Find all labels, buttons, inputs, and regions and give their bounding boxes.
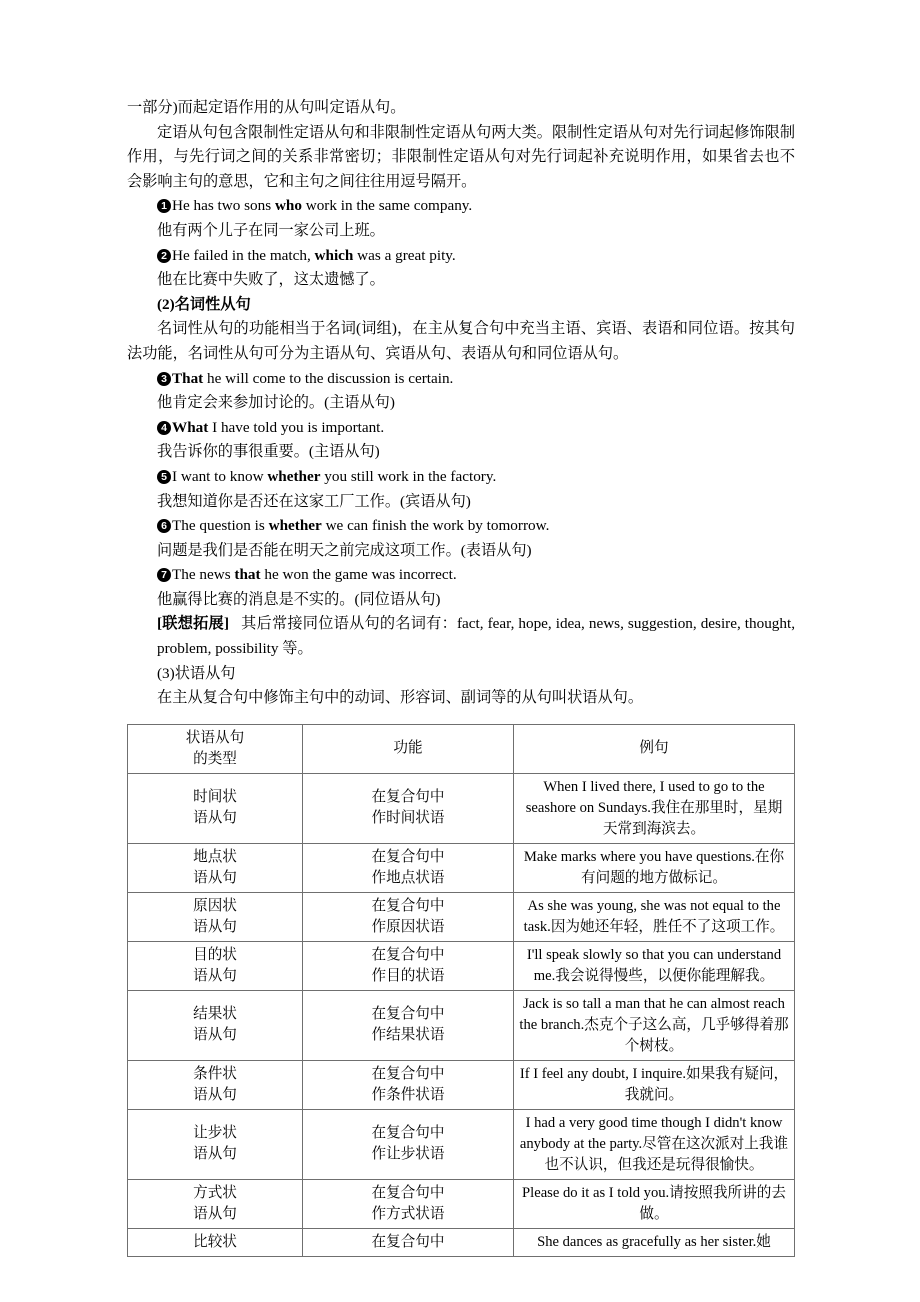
- section-heading-nominal-clause: (2)名词性从句: [157, 295, 251, 313]
- example-translation: 他肯定会来参加讨论的。(主语从句): [157, 394, 395, 412]
- note-paragraph: [127, 612, 795, 661]
- table-row: [128, 990, 795, 1060]
- cell-clause-type-line1: 比较状: [193, 1233, 237, 1250]
- cell-clause-type: [128, 892, 303, 941]
- table-row: [128, 1179, 795, 1228]
- cell-function: [303, 1060, 514, 1109]
- cell-function: [303, 843, 514, 892]
- example-english-keyword: whether: [268, 517, 322, 535]
- note-label: [联想拓展]: [157, 615, 230, 633]
- cell-clause-type-line1: 方式状: [193, 1184, 237, 1201]
- table-row: [128, 1060, 795, 1109]
- example-english-pre: He has two sons: [172, 197, 275, 215]
- cell-clause-type-line1: 地点状: [193, 848, 237, 865]
- cell-clause-type-line2: 语从句: [193, 1205, 237, 1222]
- cell-function: [303, 1228, 514, 1256]
- cell-clause-type-line1: 让步状: [193, 1125, 237, 1142]
- example-english-post: we can finish the work by tomorrow.: [321, 517, 550, 535]
- paragraph-attributive-definition: 定语从句包含限制性定语从句和非限制性定语从句两大类。限制性定语从句对先行词起修饰限制作用，与先行词之间的关系非常密切；非限制性定语从句对先行词起补充说明作用，如果省去也不会影响主句的意思，它和主句之间往往用逗号隔开。: [127, 123, 795, 190]
- example-translation: 问题是我们是否能在明天之前完成这项工作。(表语从句): [157, 541, 532, 559]
- cell-function-line2: 作条件状语: [371, 1086, 445, 1103]
- example-item: [127, 244, 795, 269]
- cell-example: I had a very good time though I didn't know anybody at the party.尽管在这次派对上我谁也不认识，但我还是玩得很愉快。: [514, 1109, 795, 1179]
- cell-clause-type: [128, 990, 303, 1060]
- example-english-post: he will come to the discussion is certain.: [203, 369, 454, 387]
- cell-clause-type: [128, 941, 303, 990]
- cell-clause-type: [128, 773, 303, 843]
- table-row: [128, 941, 795, 990]
- table-header-type-line2: 的类型: [193, 750, 237, 767]
- example-translation: 我想知道你是否还在这家工厂工作。(宾语从句): [157, 492, 471, 510]
- adverbial-clause-table: [127, 724, 795, 1257]
- cell-function: [303, 892, 514, 941]
- example-english-keyword: That: [172, 369, 204, 387]
- example-item: [127, 465, 795, 490]
- example-english-post: you still work in the factory.: [320, 467, 497, 485]
- cell-clause-type: [128, 1109, 303, 1179]
- example-number-badge: 4: [157, 421, 171, 435]
- cell-example: When I lived there, I used to go to the seashore on Sundays.我住在那里时，星期天常到海滨去。: [514, 773, 795, 843]
- table-row: [128, 892, 795, 941]
- cell-example: Make marks where you have questions.在你有问题的地方做标记。: [514, 843, 795, 892]
- cell-function-line1: 在复合句中: [371, 789, 445, 806]
- cell-example: Please do it as I told you.请按照我所讲的去做。: [514, 1179, 795, 1228]
- cell-clause-type: [128, 1060, 303, 1109]
- cell-function-line1: 在复合句中: [371, 946, 445, 963]
- table-row: [128, 773, 795, 843]
- example-english-keyword: which: [314, 246, 354, 264]
- cell-clause-type-line2: 语从句: [193, 967, 237, 984]
- cell-example: I'll speak slowly so that you can understand me.我会说得慢些，以便你能理解我。: [514, 941, 795, 990]
- example-number-badge: 1: [157, 199, 171, 213]
- example-item: [127, 416, 795, 441]
- cell-function-line1: 在复合句中: [371, 1006, 445, 1023]
- body-text: [127, 96, 795, 711]
- paragraph-nominal-description: 名词性从句的功能相当于名词(词组)，在主从复合句中充当主语、宾语、表语和同位语。按其句法功能，名词性从句可分为主语从句、宾语从句、表语从句和同位语从句。: [127, 320, 795, 362]
- table-row: [128, 1109, 795, 1179]
- cell-clause-type-line2: 语从句: [193, 1027, 237, 1044]
- example-item: [127, 194, 795, 219]
- cell-example: If I feel any doubt, I inquire.如果我有疑问，我就问。: [514, 1060, 795, 1109]
- cell-clause-type: [128, 1179, 303, 1228]
- example-translation: 他赢得比赛的消息是不实的。(同位语从句): [157, 590, 441, 608]
- table-header-function: 功能: [303, 724, 514, 773]
- cell-function-line2: 作让步状语: [371, 1146, 445, 1163]
- cell-clause-type-line2: 语从句: [193, 810, 237, 827]
- cell-function: [303, 1109, 514, 1179]
- example-english-post: I have told you is important.: [208, 418, 385, 436]
- paragraph-adverbial-description: 在主从复合句中修饰主句中的动词、形容词、副词等的从句叫状语从句。: [157, 689, 643, 707]
- cell-function: [303, 773, 514, 843]
- table-header-row: [128, 724, 795, 773]
- example-english-pre: The news: [172, 566, 235, 584]
- example-item: [127, 367, 795, 392]
- table-row: [128, 843, 795, 892]
- paragraph-intro-continuation: 一部分)而起定语作用的从句叫定语从句。: [127, 99, 406, 116]
- cell-function-line2: 作目的状语: [371, 967, 445, 984]
- cell-function: [303, 941, 514, 990]
- example-item: [127, 563, 795, 588]
- cell-clause-type-line2: 语从句: [193, 1146, 237, 1163]
- cell-function-line2: 作原因状语: [371, 918, 445, 935]
- cell-clause-type-line1: 目的状: [193, 946, 237, 963]
- example-english-pre: The question is: [172, 517, 269, 535]
- example-number-badge: 7: [157, 568, 171, 582]
- cell-function: [303, 1179, 514, 1228]
- cell-clause-type-line1: 结果状: [193, 1006, 237, 1023]
- cell-function-line2: 作方式状语: [371, 1205, 445, 1222]
- table-header-type-line1: 状语从句: [185, 729, 245, 746]
- example-translation: 我告诉你的事很重要。(主语从句): [157, 443, 380, 461]
- table-header-type: [128, 724, 303, 773]
- example-number-badge: 6: [157, 519, 171, 533]
- example-english-post: he won the game was incorrect.: [260, 566, 457, 584]
- example-translation: 他有两个儿子在同一家公司上班。: [157, 221, 385, 239]
- cell-function-line1: 在复合句中: [371, 1065, 445, 1082]
- example-english-keyword: whether: [267, 467, 321, 485]
- cell-function-line1: 在复合句中: [371, 1184, 445, 1201]
- cell-function-line1: 在复合句中: [371, 1233, 445, 1250]
- example-english-post: was a great pity.: [353, 246, 456, 264]
- example-number-badge: 5: [157, 470, 171, 484]
- cell-clause-type: [128, 1228, 303, 1256]
- example-item: [127, 514, 795, 539]
- example-english-pre: He failed in the match,: [172, 246, 315, 264]
- example-english-keyword: that: [234, 566, 261, 584]
- cell-function: [303, 990, 514, 1060]
- adverbial-clause-table-wrapper: [127, 724, 795, 1257]
- table-header-example: 例句: [514, 724, 795, 773]
- cell-example: As she was young, she was not equal to the task.因为她还年轻，胜任不了这项工作。: [514, 892, 795, 941]
- example-english-pre: I want to know: [172, 467, 268, 485]
- cell-example: Jack is so tall a man that he can almost reach the branch.杰克个子这么高，几乎够得着那个树枝。: [514, 990, 795, 1060]
- cell-clause-type-line1: 条件状: [193, 1065, 237, 1082]
- example-english-keyword: who: [274, 197, 302, 215]
- cell-clause-type-line2: 语从句: [193, 918, 237, 935]
- cell-clause-type-line1: 时间状: [193, 789, 237, 806]
- cell-clause-type-line2: 语从句: [193, 869, 237, 886]
- example-number-badge: 3: [157, 372, 171, 386]
- cell-function-line2: 作结果状语: [371, 1027, 445, 1044]
- example-english-keyword: What: [172, 418, 209, 436]
- section-heading-adverbial-clause: (3)状语从句: [157, 664, 236, 682]
- example-translation: 他在比赛中失败了，这太遗憾了。: [157, 271, 385, 289]
- cell-function-line1: 在复合句中: [371, 897, 445, 914]
- cell-example: She dances as gracefully as her sister.她: [514, 1228, 795, 1256]
- table-row: [128, 1228, 795, 1256]
- cell-function-line2: 作地点状语: [371, 869, 445, 886]
- cell-function-line1: 在复合句中: [371, 848, 445, 865]
- cell-function-line2: 作时间状语: [371, 810, 445, 827]
- example-number-badge: 2: [157, 249, 171, 263]
- example-english-post: work in the same company.: [301, 197, 473, 215]
- cell-function-line1: 在复合句中: [371, 1125, 445, 1142]
- cell-clause-type-line1: 原因状: [193, 897, 237, 914]
- cell-clause-type-line2: 语从句: [193, 1086, 237, 1103]
- cell-clause-type: [128, 843, 303, 892]
- note-text: 其后常接同位语从句的名词有：fact, fear, hope, idea, news, suggestion, desire, thought, problem, possibility 等。: [157, 615, 795, 658]
